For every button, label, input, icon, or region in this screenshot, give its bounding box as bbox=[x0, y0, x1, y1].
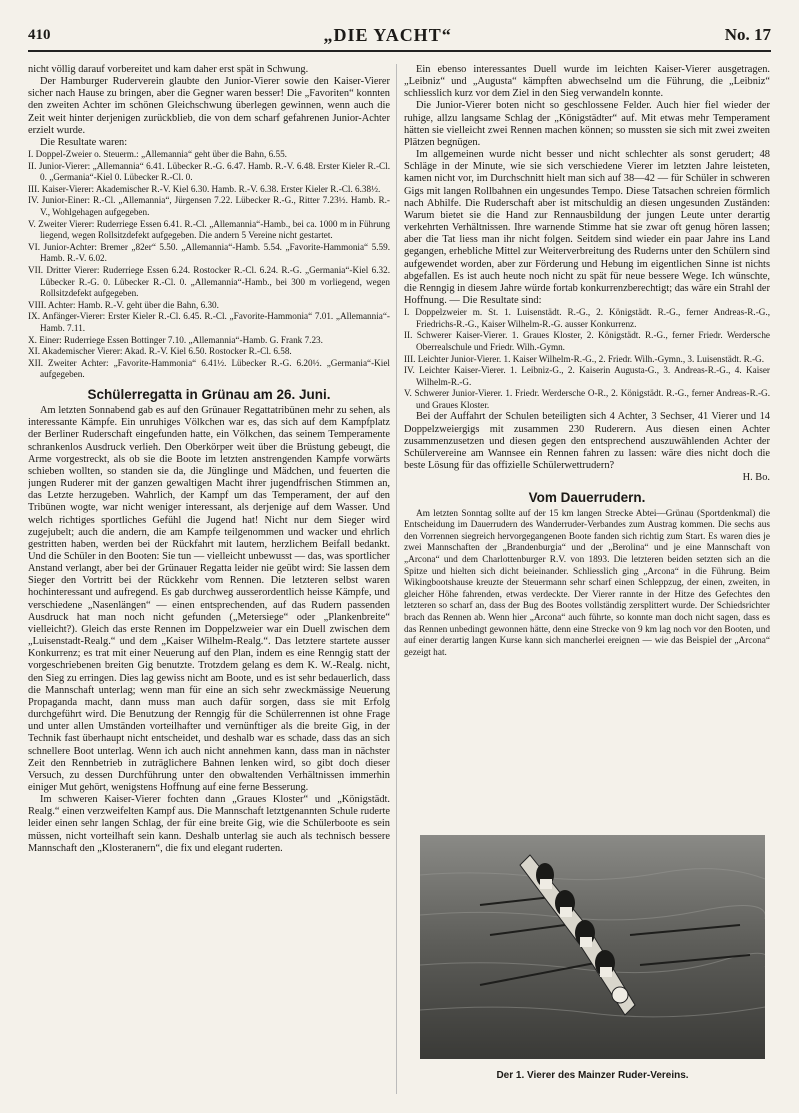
result-item: IX. Anfänger-Vierer: Erster Kieler R.-Cl. 6.45. R.-Cl. „Favorite-Hammonia“ 7.01. „Allemannia“-Hamb. 7.11. bbox=[28, 311, 390, 333]
magazine-title: „DIE YACHT“ bbox=[323, 24, 452, 45]
paragraph: Bei der Auffahrt der Schulen beteiligten sich 4 Achter, 3 Sechser, 41 Vierer und 14 Doppelzweiergigs mit zusammen 230 Ruderern. Aus diesen einen Achter zusammenzusetzen und diesen gegen den entsprechend auszuwählenden Achter der Schülervereine am Wannsee ein Rennen fahren zu lassen: wäre dies nicht doch die beste Lösung für das offizielle Schülerwettrudern? bbox=[404, 411, 770, 472]
result-item: X. Einer: Ruderriege Essen Bottinger 7.10. „Allemannia“-Hamb. G. Frank 7.23. bbox=[28, 334, 323, 345]
paragraph: Der Hamburger Ruderverein glaubte den Junior-Vierer sowie den Kaiser-Vierer sicher nach Hause zu bringen, aber die Gegner waren besser! Die „Favoriten“ konnten den zweiten Achter im schönen Gleichschwung überlegen gewinnen, wenn auch die Zeit weit hinter derjenigen zurückblieb, die von dem scharf gefahrenen Junior-Achter erzielt wurde. bbox=[28, 76, 390, 136]
result-item: IV. Junior-Einer: R.-Cl. „Allemannia“, Jürgensen 7.22. Lübecker R.-G., Ritter 7.23½. Hamb. R.-V., Wohlgehagen aufgegeben. bbox=[28, 195, 390, 218]
result-item: I. Doppelzweier m. St. 1. Luisenstädt. R.-G., 2. Königstädt. R.-G., ferner Andreas-R.-G., Friedrichs-R.-G., Kaiser Wilhelm-R.-G. ausser Konkurrenz. bbox=[404, 307, 770, 329]
result-item: III. Leichter Junior-Vierer. 1. Kaiser Wilhelm-R.-G., 2. Friedr. Wilh.-Gymn., 3. Luisenstädt. R.-G. bbox=[404, 353, 764, 364]
result-item: II. Junior-Vierer: „Allemannia“ 6.41. Lübecker R.-G. 6.47. Hamb. R.-V. 6.48. Erster Kieler R.-Cl. 0. „Germania“-Kiel 0. Lübecker R.-Cl. 0. bbox=[28, 160, 390, 183]
result-item: III. Kaiser-Vierer: Akademischer R.-V. Kiel 6.30. Hamb. R.-V. 6.38. Erster Kieler R.-Cl. 6.38½. bbox=[28, 183, 381, 194]
result-item: VIII. Achter: Hamb. R.-V. geht über die Bahn, 6.30. bbox=[28, 299, 219, 310]
left-column bbox=[28, 64, 390, 1096]
paragraph: Ein ebenso interessantes Duell wurde im leichten Kaiser-Vierer ausgetragen. „Leibniz“ und „Augusta“ kämpften abwechselnd um die Führung, die „Leibniz“ schliesslich kurz vor dem Ziel in den Sieg verwandeln konnte. bbox=[404, 64, 770, 100]
result-item: VII. Dritter Vierer: Ruderriege Essen 6.24. Rostocker R.-Cl. 6.24. R.-G. „Germania“-Kiel 6.32. Lübecker R.-G. 0. Lübecker R.-Cl. 0. „Allemannia“-Hamb., bei 300 m vorliegend, wegen Rollsitzdefekt aufgegeben. bbox=[28, 265, 390, 299]
result-item: VI. Junior-Achter: Bremer „82er“ 5.50. „Allemannia“-Hamb. 5.54. „Favorite-Hammonia“ 5.59. Hamb. R.-V. 6.02. bbox=[28, 241, 390, 264]
rowing-photo-image bbox=[420, 835, 765, 1059]
rowing-photo bbox=[420, 835, 765, 1059]
result-item: I. Doppel-Zweier o. Steuerm.: „Allemannia“ geht über die Bahn, 6.55. bbox=[28, 149, 287, 160]
page-header bbox=[28, 20, 771, 52]
paragraph: Im schweren Kaiser-Vierer fochten dann „Graues Kloster“ und „Königstädt. Realg.“ einen verzweifelten Kampf aus. Die Mannschaft letztgenannten Schule ruderte leider einen sehr langen Schlag, der für eine breite Gig, wie die Schülerboote es sein müssen, nicht vorteilhaft sein kann. Deshalb unterlag sie auch als technisch bessere Mannschaft den „Klosteranern“, die fix und elegant ruderten. bbox=[28, 794, 390, 854]
result-item: XI. Akademischer Vierer: Akad. R.-V. Kiel 6.50. Rostocker R.-Cl. 6.58. bbox=[28, 346, 292, 357]
paragraph: Im allgemeinen wurde nicht besser und nicht schlechter als sonst gerudert; 48 Schläge in der Minute, wie sie sich verschiedene Vierer im letzten Jahre leisteten, kamen nicht vor, im Durchschnitt hielt man sich auf 38—42 — für Schüler in schweren Gigs mit langen Rollbahnen ein ungesundes Tempo. Diese Tatsachen schreien förmlich nach Abhilfe. Die Ruderschaft aber ist mitschuldig an diesen ungesunden Zuständen: Warum bietet sie die Hand zur Rennausbildung der jungen Leute unter derartig verkehrten Verhältnissen. Ihre warnende Stimme hat sie zwar oft genug hören lassen; aber die Tat liess man ihr nicht folgen. Seitdem sind wieder ein paar Jahre ins Land gegangen, erhebliche Mittel zur Weiterverbreitung des Ruderns unter den Schülern sind aufgewendet worden, aber zur Förderung und Hebung im eigentlichen Sinne ist nichts abgefallen. Es ist auch heute noch nicht zu spät für neue bessere Wege. Ich wünschte, die Renngig in diesem Jahre würde fortab konkurrenzberechtigt; das wäre ein Strahl der Hoffnung. — Die Resultate sind: bbox=[404, 149, 770, 306]
paragraph: Die Resultate waren: bbox=[40, 136, 128, 148]
page-number: 410 bbox=[28, 26, 51, 43]
result-item: XII. Zweiter Achter: „Favorite-Hammonia“ 6.41½. Lübecker R.-G. 6.20½. „Germania“-Kiel aufgegeben. bbox=[28, 357, 390, 380]
author-signature: H. Bo. bbox=[742, 472, 770, 484]
column-divider bbox=[396, 64, 397, 1094]
results-list bbox=[404, 307, 770, 411]
paragraph: Am letzten Sonnabend gab es auf den Grünauer Regattatribünen mehr zu sehen, als interessante Kämpfe. Ein unruhiges Völkchen war es, das sich auf dem Kampfplatz der Berliner Ruderschaft eingefunden hatte, ein Völkchen, das seinem Temperamente schrankenlos Ausdruck verlieh. Den Oberkörper weit über die Brüstung gebeugt, die Arme vorgestreckt, als ob sie die Boote im letzten anstrengenden Kampfe vorwärts schieben wollten, so standen sie da, die Jünglinge und Mädchen, und feuerten die jungen Ruderer mit der ganzen gewaltigen Macht ihrer jugendfrischen Stimmen an, das Letzte herzugeben. Wahrlich, der Kampf um das Temperament, der auf den Tribünen wogte, war nicht weniger interessant, als derjenige auf dem Wasser. Und welch richtiges sportliches Gefühl die Jugend hat! Nicht nur dem Sieger wird zugejubelt; auch die andern, die am Kampfe teilgenommen und wacker und ehrlich gestritten haben, werden bei der Rückfahrt mit lautem, herzlichem Beifall bedankt. Und die Schüler in den Booten: Sie tun — vielleicht unbewusst — das, was sportlicher Anstand verlangt, aber bei der Grünauer Regatta leider nie geübt wird: Sie lassen dem Sieger den Vortritt bei der Rückkehr vom Rennen. Die letzteren selbst waren hochinteressant und aufregend. Es gab durchweg ausserordentlich heisse Kämpfe, und verschiedene „Nasenlängen“ — einen entsprechenden, auf das Rudern passenden Ausdruck hat man noch nicht gefunden („Metersiege“ oder „Plankenbreite“ vielleicht?). Gleich das erste Rennen im Doppelzweier war ein Duell zwischen dem „Luisenstadt-Realg.“ und dem „Kaiser Wilhelm-Realg.“. Das letztere startete ausser Konkurrenz; es trat mit einer Neuerung auf den Plan, indem es eine Renngig statt der vorgeschriebenen breiten Gig benutzte. Trotzdem gelang es dem K. W.-Realg. nicht, den Sieg zu erringen. Dies lag gewiss nicht am Boote, und es ist sehr bedauerlich, dass die Mannschaft unterlag; wenn man für eine an sich sehr zweckmässige Neuerung Propaganda macht, dann muss man auch dafür sorgen, dass sie mit Erfolg durchgeführt wird. Die Benutzung der Renngig für die Schülerrennen ist ohne Frage und unter allen Umständen vorteilhafter und vernünftiger als die breite Gig, in der Technik fast überhaupt nicht entscheidet, und deshalb war es schade, dass das an sich schnellere Boot unterlag. Wenn ich auch nicht annehmen kann, dass man in nächster Zeit den Rennbetrieb in zuträglichere Bahnen lenken wird, so gibt doch dieser Versuch, zu dessen Durchführung unter den obwaltenden Verhältnissen immerhin einiger Mut gehört, wenigstens Hoffnung auf eine ferne Besserung. bbox=[28, 405, 390, 793]
result-item: IV. Leichter Kaiser-Vierer. 1. Leibniz-G., 2. Kaiserin Augusta-G., 3. Andreas-R.-G., 4. Kaiser Wilhelm-R.-G. bbox=[404, 365, 770, 387]
paragraph: nicht völlig darauf vorbereitet und kam daher erst spät in Schwung. bbox=[28, 64, 309, 75]
result-item: II. Schwerer Kaiser-Vierer. 1. Graues Kloster, 2. Königstädt. R.-G., ferner Friedr. Werdersche Oberrealschule und Friedr. Wilh.-Gymn. bbox=[404, 330, 770, 352]
paragraph: Am letzten Sonntag sollte auf der 15 km langen Strecke Abtei—Grünau (Sportdenkmal) die Entscheidung im Dauerrudern des Wanderruder-Verbandes zum Austrag kommen. Die sechs aus den Vorrennen siegreich hervorgegangenen Boote fanden sich richtig zum Start. Es waren dies je zwei Mannschaften der „Brandenburgia“ und der „Berolina“ und je eine Mannschaft von „Arcona“ und dem Charlottenburger R.V. von 1893. Die letzteren beiden setzten sich an die Spitze und hielten sich dicht beieinander. Schliesslich ging „Arcona“ in die Führung. Beim Wikingbootshause kreuzte der Steuermann sehr scharf einen Schleppzug, der einen, zweiten, in gleicher Höhe fahrenden, etwas verdeckte. Der Vierer rannte in der Hitze des Gefechtes den letzteren so scharf an, dass der Bug des Bootes vollständig zersplittert wurde. Der Schiedsrichter brach das Rennen ab. Wenn hier „Arcona“ auch führte, so konnte man doch nicht sagen, dass es das Rennen unbedingt gewonnen hätte, denn eine Strecke von 9 km lag noch vor den Booten, und auf einer derartig langen Kurse kann sich mancherlei ereignen — wie das Beispiel der „Arcona“ gezeigt hat. bbox=[404, 508, 770, 658]
paragraph: Die Junior-Vierer boten nicht so geschlossene Felder. Auch hier fiel wieder der ruhige, allzu langsame Schlag der „Königstädter“ auf. Mit etwas mehr Temperament hätten sie vielleicht zwei Rennen machen können; so mussten sie sich mit zwei zweiten Plätzen begnügen. bbox=[404, 100, 770, 148]
results-list bbox=[28, 149, 390, 381]
result-item: V. Zweiter Vierer: Ruderriege Essen 6.41. R.-Cl. „Allemannia“-Hamb., bei ca. 1000 m in Führung liegend, wegen Rollsitzdefekt aufgegeben. Die andern 5 Vereine nicht gestartet. bbox=[28, 218, 390, 241]
issue-number: No. 17 bbox=[724, 25, 771, 44]
figure-caption: Der 1. Vierer des Mainzer Ruder-Vereins. bbox=[496, 1070, 689, 1081]
article-body bbox=[404, 509, 770, 660]
article-heading: Vom Dauerrudern. bbox=[528, 490, 646, 506]
article-heading: Schülerregatta in Grünau am 26. Juni. bbox=[87, 386, 331, 402]
result-item: V. Schwerer Junior-Vierer. 1. Friedr. Werdersche O-R., 2. Königstädt. R.-G., ferner Andreas-R.-G. und Graues Kloster. bbox=[404, 388, 770, 410]
right-column bbox=[404, 64, 770, 724]
